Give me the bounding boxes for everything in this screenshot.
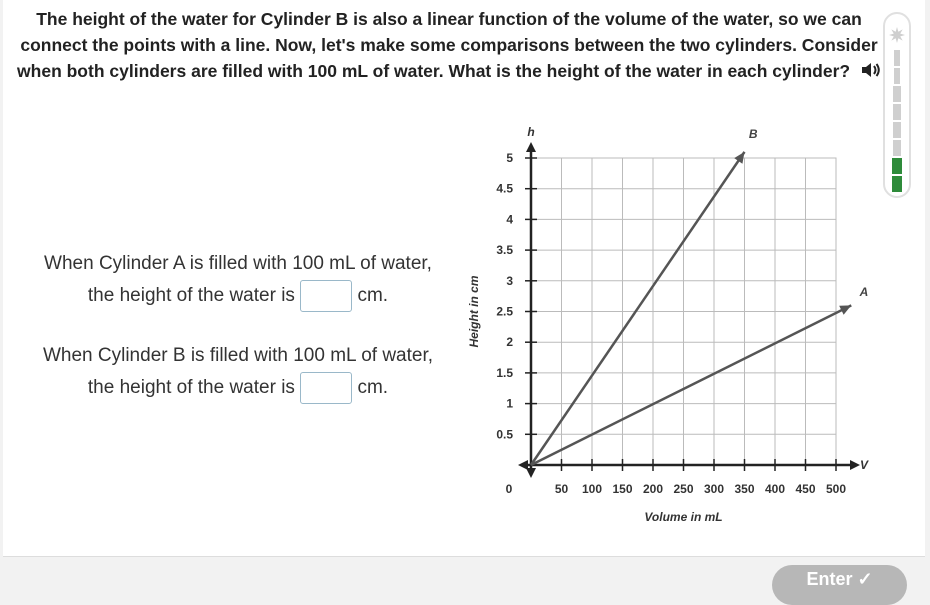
y-tick-label: 1.5 bbox=[496, 365, 513, 380]
cylinder-a-height-input[interactable] bbox=[300, 280, 352, 312]
progress-bars bbox=[885, 14, 909, 196]
star-icon bbox=[889, 27, 905, 43]
x-axis-arrow-right bbox=[850, 460, 860, 470]
x-tick-label: 450 bbox=[795, 482, 816, 496]
x-tick-label: 350 bbox=[734, 482, 755, 496]
line-graph bbox=[463, 118, 883, 538]
prompt-b bbox=[17, 340, 459, 404]
y-tick-label: 2.5 bbox=[496, 304, 513, 319]
progress-segment bbox=[893, 104, 901, 120]
prompt-b-line1: When Cylinder B is filled with 100 mL of water, bbox=[42, 345, 434, 366]
x-axis-label: Volume in mL bbox=[644, 510, 723, 524]
prompt-b-unit: cm. bbox=[357, 377, 389, 399]
series-line-a bbox=[531, 305, 851, 465]
progress-segment bbox=[894, 68, 900, 84]
series-label-b: B bbox=[748, 126, 758, 141]
y-tick-label: 1 bbox=[506, 396, 513, 411]
y-tick-label: 2 bbox=[506, 335, 513, 350]
y-tick-label: 4.5 bbox=[496, 181, 513, 196]
progress-segment-complete bbox=[892, 158, 902, 174]
y-tick-label: 5 bbox=[506, 151, 513, 165]
progress-segment bbox=[893, 140, 901, 156]
progress-tracker bbox=[883, 12, 911, 198]
origin-label: 0 bbox=[505, 482, 513, 496]
y-axis-arrow-up bbox=[526, 142, 536, 152]
cylinder-b-height-input[interactable] bbox=[300, 372, 352, 404]
series-line-b bbox=[531, 152, 745, 465]
x-tick-label: 250 bbox=[673, 482, 694, 496]
enter-button[interactable]: Enter ✓ bbox=[772, 565, 907, 605]
x-tick-label: 150 bbox=[612, 482, 633, 496]
prompt-a bbox=[17, 248, 459, 312]
x-tick-label: 400 bbox=[764, 482, 786, 496]
progress-segment-complete bbox=[892, 176, 902, 192]
question-text bbox=[17, 6, 881, 85]
x-tick-label: 200 bbox=[642, 482, 664, 496]
y-tick-label: 3.5 bbox=[496, 243, 513, 258]
x-tick-label: 300 bbox=[703, 482, 725, 496]
speaker-icon[interactable] bbox=[861, 59, 881, 85]
progress-segment bbox=[894, 50, 900, 66]
x-tick-label: 100 bbox=[581, 482, 603, 496]
question-text-body: The height of the water for Cylinder B is also a linear function of the volume of the water, so we can connect the points with a line. Now, let's make some comparisons between the two cylinders. Consider when both cylinders are filled with 100 mL of water. What is the height of the water in each cylinder? bbox=[17, 9, 878, 81]
x-axis-name: V bbox=[859, 458, 869, 472]
y-axis-label: Height in cm bbox=[467, 275, 481, 348]
series-label-a: A bbox=[859, 285, 869, 300]
x-tick-label: 500 bbox=[825, 482, 847, 496]
question-panel bbox=[3, 0, 925, 557]
y-axis-name: h bbox=[527, 125, 535, 139]
x-tick-label: 50 bbox=[554, 482, 569, 496]
prompt-a-line2 bbox=[17, 280, 459, 312]
prompt-b-prefix: the height of the water is bbox=[87, 377, 295, 399]
series-arrow-b bbox=[734, 152, 744, 164]
prompt-b-line2 bbox=[17, 372, 459, 404]
prompt-a-unit: cm. bbox=[357, 285, 389, 307]
prompt-a-prefix: the height of the water is bbox=[87, 285, 295, 307]
progress-segment bbox=[893, 86, 901, 102]
y-tick-label: 3 bbox=[506, 273, 513, 288]
progress-segment bbox=[893, 122, 901, 138]
y-tick-label: 4 bbox=[506, 212, 513, 227]
y-axis-arrow-down bbox=[526, 468, 536, 478]
prompt-a-line1: When Cylinder A is filled with 100 mL of water, bbox=[44, 253, 432, 274]
y-tick-label: 0.5 bbox=[496, 427, 513, 442]
